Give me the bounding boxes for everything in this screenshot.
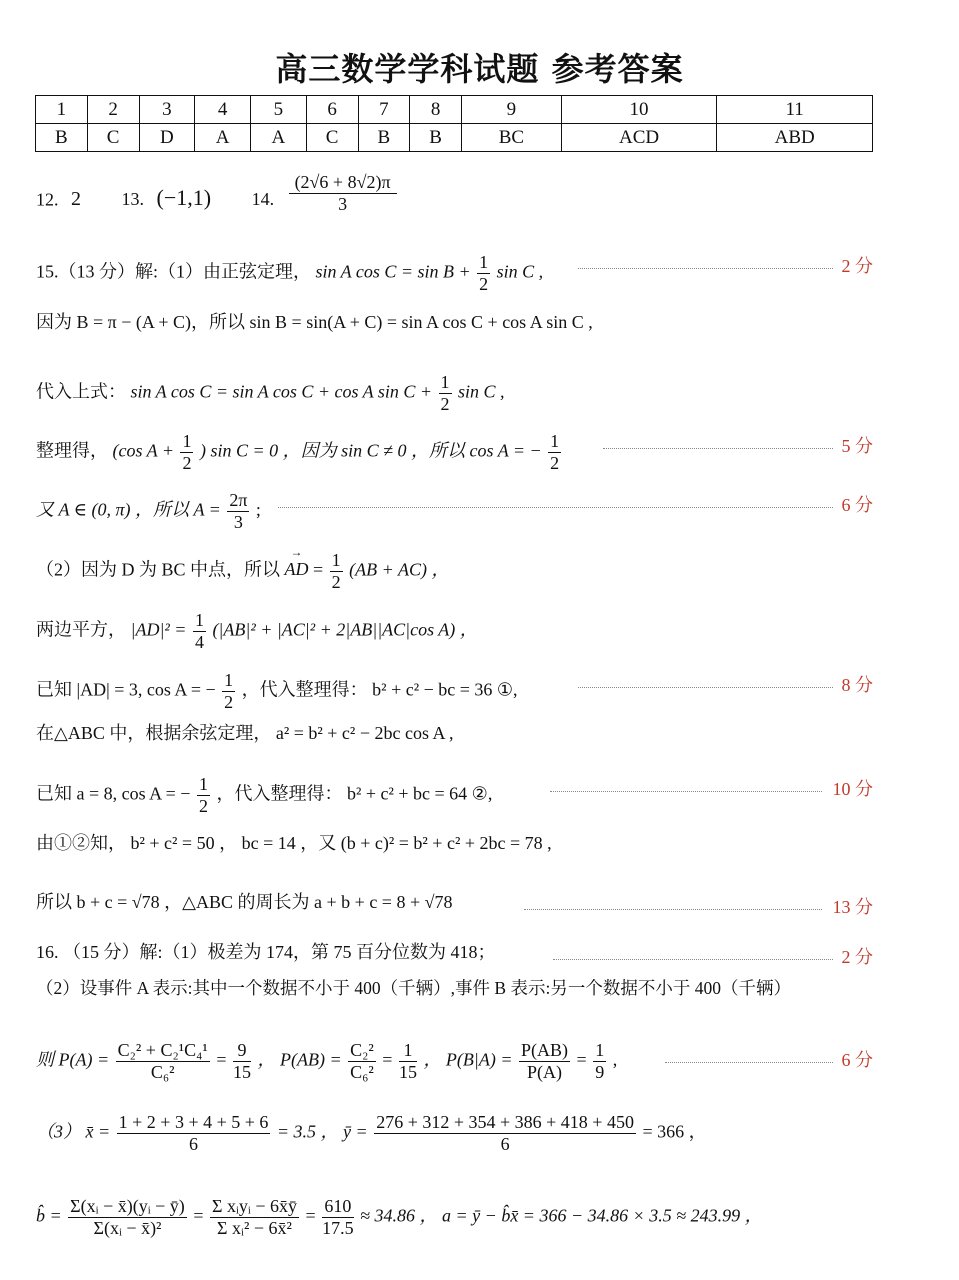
answer-cell: A xyxy=(251,124,307,152)
answer-cell: D xyxy=(139,124,195,152)
denominator: 6 xyxy=(500,1133,510,1154)
q14-numerator: (2√6 + 8√2)π xyxy=(289,172,397,194)
q13-answer: (−1,1) xyxy=(156,185,212,211)
numerator: Σ xᵢyᵢ − 6x̄ȳ xyxy=(211,1196,297,1216)
q15-line-6: （2）因为 D 为 BC 中点，所以 → AD = $\frac{1}{2}$ (AB + AC) ， xyxy=(36,550,449,592)
denominator: C₆² xyxy=(150,1061,175,1082)
denominator: 15 xyxy=(398,1061,417,1082)
denominator: Σ xᵢ² − 6x̄² xyxy=(217,1217,292,1238)
q16-line-2: （2）设事件 A 表示:其中一个数据不小于 400（千辆）,事件 B 表示:另一个数据不小于 400（千辆） xyxy=(36,978,791,998)
q15-line-8 xyxy=(36,670,518,712)
score-mark: 8 分 xyxy=(841,675,873,695)
denominator: 6 xyxy=(189,1133,199,1154)
half-fraction xyxy=(180,431,193,473)
dotted-leader xyxy=(278,507,833,508)
numerator: 2π xyxy=(229,490,248,510)
half-fraction xyxy=(439,372,452,414)
q15-angle-range: 又 A ∈ (0, π) ，所以 A = xyxy=(36,499,221,520)
prob-b-given-a-label: ， P(B|A) = xyxy=(423,1049,513,1070)
numerator: 610 xyxy=(322,1196,354,1218)
denominator: P(A) xyxy=(527,1061,563,1082)
answer-cell: ABD xyxy=(717,124,873,152)
q13-label: 13. xyxy=(121,189,144,210)
q15-line-3 xyxy=(36,372,505,414)
q14-denominator: 3 xyxy=(338,193,348,214)
dotted-leader xyxy=(524,909,822,910)
b-hat-fraction-1 xyxy=(68,1196,187,1238)
q15-vector-sum: (AB + AC) ， xyxy=(349,559,450,580)
dotted-leader xyxy=(603,448,833,449)
numerator: 1 xyxy=(440,372,450,392)
prob-a-label: 则 P(A) = xyxy=(36,1049,110,1070)
regression-intercept: ≈ 34.86 ， a = ȳ − b̂x̄ = 366 − 34.86 × 3.5 ≈ 243.99 ， xyxy=(360,1205,763,1226)
answer-cell: ACD xyxy=(561,124,717,152)
denominator: 2 xyxy=(479,273,489,294)
answer-table-numbers-row xyxy=(36,96,873,124)
score-mark: 6 分 xyxy=(841,495,873,515)
question-number: 6 xyxy=(306,96,358,124)
q14-fraction xyxy=(289,172,397,214)
y-mean-fraction xyxy=(374,1112,636,1154)
numerator: 1 xyxy=(399,1040,417,1062)
q15-cos-result: ) sin C = 0 ，因为 sin C ≠ 0 ，所以 cos A = − xyxy=(199,440,542,461)
q16-line-5: b̂ = $\frac{\text{Σ(xᵢ − x̄)(yᵢ − ȳ)}}{\text{Σ(xᵢ − x̄)²}}$ = $\frac{\text{Σ xᵢyᵢ − 6x̄ȳ}}{\text{Σ xᵢ² − 6x̄²}}$ = $\frac{610}{17.5}$ ≈ 34.86 ， a = ȳ − b̂x̄ = 366 − 34.86 × 3.5 ≈ 243.99 ， xyxy=(36,1196,763,1238)
prob-b-given-a-value xyxy=(593,1040,606,1082)
q15-line-12: 所以 b + c = √78 ，△ABC 的周长为 a + b + c = 8 + √78 xyxy=(36,892,453,912)
denominator: 2 xyxy=(224,691,234,712)
score-mark: 2 分 xyxy=(841,256,873,276)
denominator: 2 xyxy=(182,452,192,473)
y-mean-label: = 3.5 ， ȳ = xyxy=(276,1121,368,1142)
score-mark: 6 分 xyxy=(841,1050,873,1070)
numerator: C₂² xyxy=(350,1040,374,1060)
denominator: 17.5 xyxy=(322,1217,354,1238)
numerator: 1 xyxy=(331,550,341,570)
score-mark: 2 分 xyxy=(841,947,873,967)
half-fraction xyxy=(477,252,490,294)
numerator: 1 xyxy=(479,252,489,272)
question-number: 3 xyxy=(139,96,195,124)
q15-sine-law: sin A cos C = sin B + xyxy=(315,261,471,282)
half-fraction xyxy=(197,774,210,816)
prob-a-fraction xyxy=(116,1040,210,1082)
denominator: 2 xyxy=(198,795,208,816)
question-number: 5 xyxy=(251,96,307,124)
denominator: 2 xyxy=(550,452,560,473)
answer-cell: A xyxy=(195,124,251,152)
question-number: 1 xyxy=(36,96,88,124)
q15-ad-squared: |AD|² = xyxy=(130,619,187,640)
dotted-leader xyxy=(578,687,833,688)
question-number: 11 xyxy=(717,96,873,124)
answer-cell: B xyxy=(36,124,88,152)
denominator: Σ(xᵢ − x̄)² xyxy=(93,1217,162,1238)
q15-line-4 xyxy=(36,431,563,473)
half-fraction xyxy=(222,670,235,712)
denominator: 2 xyxy=(440,393,450,414)
q15-part2-intro: （2）因为 D 为 BC 中点，所以 xyxy=(36,559,281,580)
q12-label: 12. xyxy=(36,189,59,210)
numerator: 276 + 312 + 354 + 386 + 418 + 450 xyxy=(376,1112,634,1132)
question-number: 8 xyxy=(410,96,462,124)
answer-cell: B xyxy=(358,124,410,152)
q15-substituted-eq: sin A cos C = sin A cos C + cos A sin C + xyxy=(130,381,432,402)
q14-label: 14. xyxy=(251,189,275,210)
q15-line-2: 因为 B = π − (A + C)，所以 sin B = sin(A + C) = sin A cos C + cos A sin C , xyxy=(36,312,593,332)
denominator: 2 xyxy=(331,571,341,592)
q15-line-11: 由①②知， b² + c² = 50 ， bc = 14 ，又 (b + c)² = b² + c² + 2bc = 78 , xyxy=(36,833,552,853)
semicolon: ; xyxy=(255,499,261,520)
question-number: 7 xyxy=(358,96,410,124)
numerator: P(AB) xyxy=(521,1040,569,1060)
numerator: 1 xyxy=(182,431,192,451)
q15-expanded: (|AB|² + |AC|² + 2|AB||AC|cos A) ， xyxy=(212,619,478,640)
denominator: C₆² xyxy=(350,1061,374,1082)
b-hat-fraction-3 xyxy=(322,1196,354,1238)
q15-substituted-tail: sin C , xyxy=(458,381,505,402)
x-mean-label: （3） x̄ = xyxy=(36,1121,111,1142)
answer-cell: BC xyxy=(462,124,562,152)
question-number: 2 xyxy=(87,96,139,124)
answer-cell: C xyxy=(306,124,358,152)
prob-a-value xyxy=(233,1040,251,1082)
q15-simplify: 整理得， xyxy=(36,440,108,461)
q16-line-3: 则 P(A) = $\frac{\text{C₂² + C₂¹C₄¹}}{\text{C₆²}}$ = $\frac{9}{15}$ ， P(AB) = $\frac{\text{C₂²}}{\text{C₆²}}$ = $\frac{1}{15}$ ， P(B|A) = $\frac{P(AB)}{P(A)}$ = $\frac{1}{9}$ , xyxy=(36,1040,618,1082)
answer-table xyxy=(35,95,873,152)
prob-b-given-a-fraction xyxy=(519,1040,570,1082)
half-fraction xyxy=(330,550,343,592)
answer-cell: B xyxy=(410,124,462,152)
denominator: 3 xyxy=(233,511,243,532)
q15-line-5 xyxy=(36,490,261,532)
q15-substitute: 代入上式： xyxy=(36,381,126,402)
dotted-leader xyxy=(578,268,833,269)
q15-given-a: 已知 a = 8, cos A = − xyxy=(36,783,191,804)
answer-table-answers-row xyxy=(36,124,873,152)
q15-equation-2: ，代入整理得： b² + c² + bc = 64 ②, xyxy=(216,783,493,804)
x-mean-fraction xyxy=(117,1112,271,1154)
prob-ab-label: ， P(AB) = xyxy=(257,1049,342,1070)
fill-in-answers xyxy=(36,172,399,222)
denominator: 9 xyxy=(595,1061,605,1082)
q15-line-1 xyxy=(36,252,543,294)
q16-line-1: 16. （15 分）解:（1）极差为 174，第 75 百分位数为 418； xyxy=(36,942,496,962)
numerator: 1 xyxy=(595,1040,605,1060)
dotted-leader xyxy=(665,1062,833,1063)
q16-line-4 xyxy=(36,1112,707,1154)
q15-equation-1: ，代入整理得： b² + c² − bc = 36 ①, xyxy=(241,679,518,700)
y-mean-value: = 366 ， xyxy=(642,1121,707,1142)
numerator: 1 + 2 + 3 + 4 + 5 + 6 xyxy=(118,1112,269,1132)
q15-cos-expr: (cos A + xyxy=(112,440,174,461)
q15-square-both: 两边平方， xyxy=(36,619,126,640)
numerator: 1 xyxy=(550,431,560,451)
denominator: 15 xyxy=(232,1061,251,1082)
score-mark: 10 分 xyxy=(832,779,873,799)
two-pi-third-fraction xyxy=(227,490,249,532)
dotted-leader xyxy=(553,959,833,960)
q15-intro: 15.（13 分）解:（1）由正弦定理， xyxy=(36,261,311,282)
q15-given-ad: 已知 |AD| = 3, cos A = − xyxy=(36,679,216,700)
b-hat-label: b̂ = xyxy=(36,1205,62,1226)
prob-ab-fraction xyxy=(348,1040,376,1082)
q15-line-7 xyxy=(36,610,478,652)
q15-sine-law-tail: sin C , xyxy=(496,261,544,282)
numerator: C₂² + C₂¹C₄¹ xyxy=(117,1040,208,1060)
numerator: 1 xyxy=(194,610,204,630)
q15-line-9: 在△ABC 中，根据余弦定理， a² = b² + c² − 2bc cos A , xyxy=(36,723,454,743)
b-hat-fraction-2 xyxy=(210,1196,299,1238)
numerator: 1 xyxy=(224,670,234,690)
score-mark: 5 分 xyxy=(841,436,873,456)
numerator: 9 xyxy=(233,1040,251,1062)
quarter-fraction xyxy=(193,610,206,652)
numerator: Σ(xᵢ − x̄)(yᵢ − ȳ) xyxy=(70,1196,185,1216)
question-number: 9 xyxy=(462,96,562,124)
answer-cell: C xyxy=(87,124,139,152)
q12-answer: 2 xyxy=(71,188,81,211)
dotted-leader xyxy=(550,791,822,792)
vector-ad: → AD xyxy=(285,560,309,578)
question-number: 10 xyxy=(561,96,717,124)
q15-line-10 xyxy=(36,774,492,816)
question-number: 4 xyxy=(195,96,251,124)
prob-ab-value xyxy=(399,1040,417,1082)
score-mark: 13 分 xyxy=(832,897,873,917)
page-title: 高三数学学科试题 参考答案 xyxy=(275,50,684,88)
half-fraction xyxy=(548,431,561,473)
denominator: 4 xyxy=(194,631,204,652)
numerator: 1 xyxy=(198,774,208,794)
